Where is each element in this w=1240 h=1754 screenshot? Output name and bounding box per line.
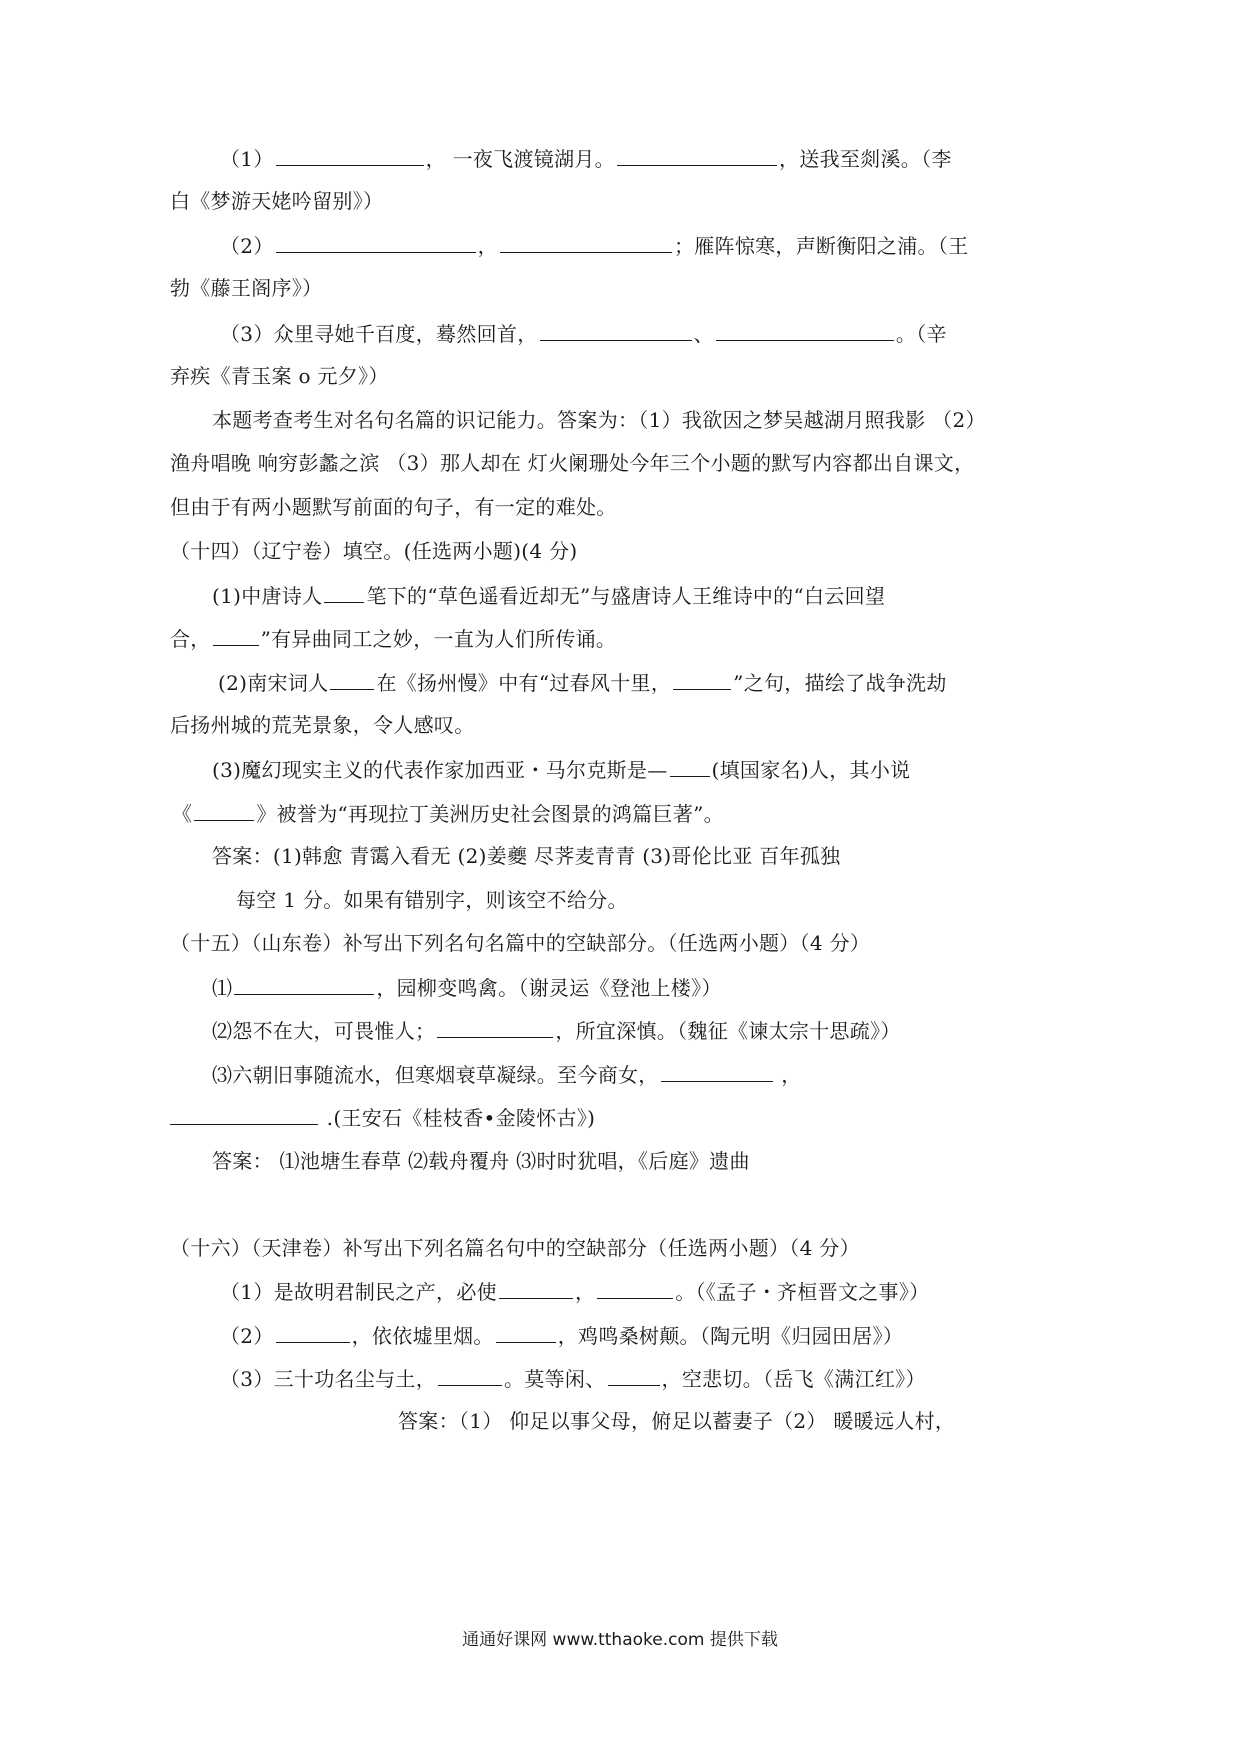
answer-blank xyxy=(438,1363,502,1386)
q13-line-6: 弃疾《青玉案 o 元夕》） xyxy=(170,364,389,388)
answer-blank xyxy=(496,1320,556,1343)
q13-answer-3: 但由于有两小题默写前面的句子，有一定的难处。 xyxy=(170,495,617,519)
q16-line-2: （2） ，依依墟里烟。 ，鸡鸣桑树颠。（陶元明《归园田居》） xyxy=(220,1320,903,1351)
q13-line-1: （1） ， 一夜飞渡镜湖月。 ，送我至剡溪。（李 xyxy=(220,143,952,174)
answer-blank xyxy=(617,143,777,166)
q14-line-3: (2)南宋词人 在《扬州慢》中有“过春风十里， ”之句，描绘了战争洗劫 xyxy=(218,667,947,698)
q13-line-2: 白《梦游天姥吟留别》） xyxy=(170,189,384,213)
answer-blank xyxy=(540,318,692,341)
answer-blank xyxy=(661,1059,773,1082)
q13-line-4: 勃《藤王阁序》） xyxy=(170,276,323,300)
answer-blank xyxy=(276,1320,350,1343)
q13-line-5: （3）众里寻她千百度，蓦然回首， 、 。（辛 xyxy=(220,318,947,349)
q14-line-1: (1)中唐诗人 笔下的“草色遥看近却无”与盛唐诗人王维诗中的“白云回望 xyxy=(212,580,885,611)
answer-blank xyxy=(330,667,374,690)
answer-blank xyxy=(673,667,731,690)
q14-line-6: 《 》被誉为“再现拉丁美洲历史社会图景的鸿篇巨著”。 xyxy=(172,798,724,829)
answer-blank xyxy=(170,1102,318,1125)
q13-line-3: （2） ， ；雁阵惊寒，声断衡阳之浦。（王 xyxy=(220,230,968,261)
answer-blank xyxy=(234,972,374,995)
answer-blank xyxy=(500,230,672,253)
q14-title: （十四）（辽宁卷）填空。(任选两小题)(4 分) xyxy=(170,539,578,563)
answer-blank xyxy=(597,1276,673,1299)
answer-blank xyxy=(276,230,476,253)
q15-line-1: ⑴ ，园柳变鸣禽。（谢灵运《登池上楼》） xyxy=(212,972,722,1003)
answer-blank xyxy=(324,580,364,603)
answer-blank xyxy=(276,143,424,166)
q16-title: （十六）（天津卷）补写出下列名篇名句中的空缺部分（任选两小题）（4 分） xyxy=(170,1236,860,1260)
q13-answer-1: 本题考查考生对名句名篇的识记能力。答案为：（1）我欲因之梦吴越湖月照我影 （2） xyxy=(212,408,986,432)
q16-line-3: （3）三十功名尘与土， 。莫等闲、 ，空悲切。（岳飞《满江红》） xyxy=(220,1363,926,1394)
answer-blank xyxy=(670,754,710,777)
answer-blank xyxy=(716,318,894,341)
answer-blank xyxy=(499,1276,573,1299)
q15-line-4: .(王安石《桂枝香•金陵怀古》) xyxy=(168,1102,595,1133)
answer-blank xyxy=(213,623,259,646)
q14-answer-1: 答案：(1)韩愈 青霭入看无 (2)姜夔 尽荠麦青青 (3)哥伦比亚 百年孤独 xyxy=(212,844,841,868)
q15-title: （十五）（山东卷）补写出下列名句名篇中的空缺部分。（任选两小题）（4 分） xyxy=(170,931,871,955)
answer-blank xyxy=(608,1363,660,1386)
q15-line-2: ⑵怨不在大，可畏惟人； ，所宜深慎。（魏征《谏太宗十思疏》） xyxy=(212,1015,901,1046)
answer-blank xyxy=(194,798,254,821)
q14-line-4: 后扬州城的荒芜景象，令人感叹。 xyxy=(170,713,475,737)
q16-answer: 答案：（1） 仰足以事父母，俯足以蓄妻子（2） 暖暖远人村， xyxy=(398,1409,956,1433)
q15-line-3: ⑶六朝旧事随流水，但寒烟衰草凝绿。至今商女， ， xyxy=(212,1059,802,1090)
q14-answer-2: 每空 1 分。如果有错别字，则该空不给分。 xyxy=(236,888,628,912)
answer-blank xyxy=(437,1015,553,1038)
q14-line-5: (3)魔幻现实主义的代表作家加西亚・马尔克斯是— (填国家名)人，其小说 xyxy=(212,754,910,785)
q14-line-2: 合， ”有异曲同工之妙，一直为人们所传诵。 xyxy=(170,623,616,654)
q13-answer-2: 渔舟唱晚 响穷彭蠡之滨 （3）那人却在 灯火阑珊处今年三个小题的默写内容都出自课文， xyxy=(170,451,975,475)
page-footer: 通通好课网 www.tthaoke.com 提供下载 xyxy=(462,1630,778,1650)
q15-answer: 答案： ⑴池塘生春草 ⑵载舟覆舟 ⑶时时犹唱，《后庭》遗曲 xyxy=(212,1149,750,1173)
q16-line-1: （1）是故明君制民之产，必使 ， 。（《孟子・齐桓晋文之事》） xyxy=(220,1276,929,1307)
